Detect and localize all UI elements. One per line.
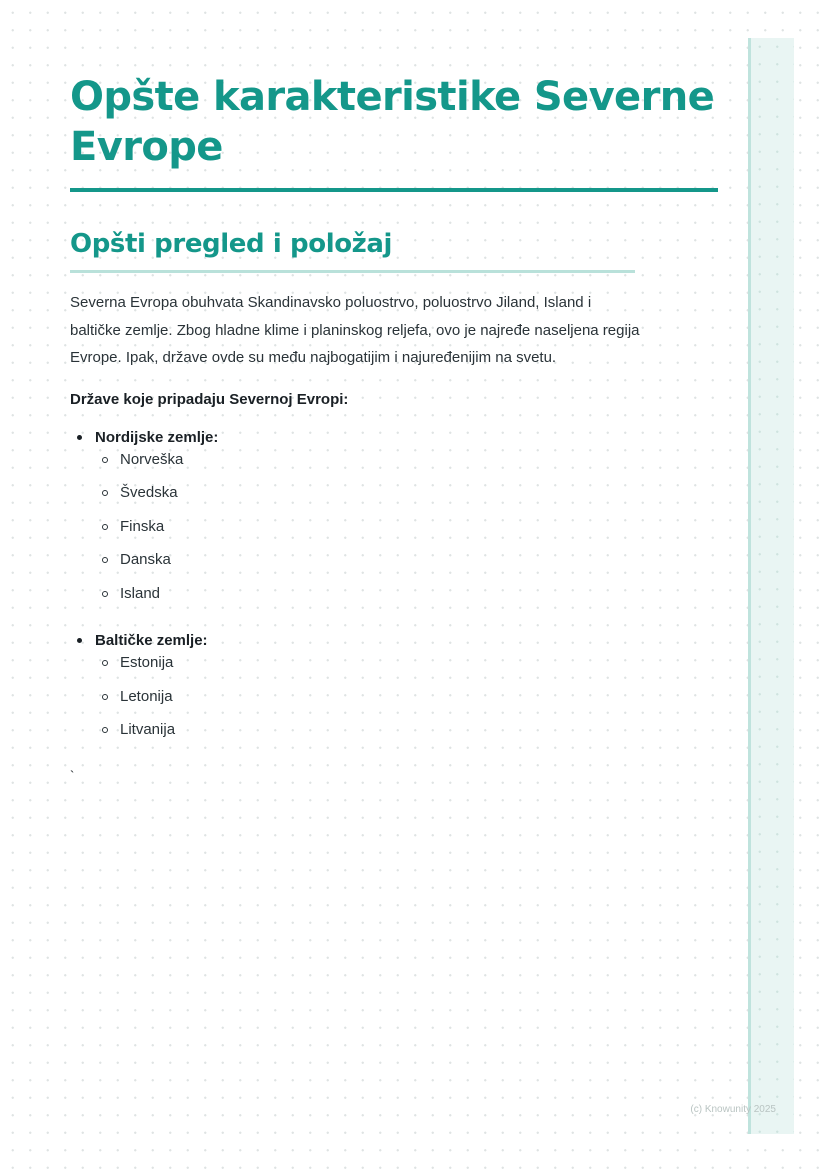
- country-name: Norveška: [120, 450, 184, 468]
- group-label: Nordijske zemlje:: [95, 428, 219, 446]
- title-divider: [70, 188, 718, 192]
- list-item: [95, 482, 720, 516]
- list-item: [95, 686, 720, 720]
- list-item: [95, 516, 720, 550]
- circle-bullet-icon: [102, 524, 108, 530]
- page-content: [70, 72, 720, 753]
- group-label: Baltičke zemlje:: [95, 632, 208, 649]
- country-name: Danska: [120, 551, 171, 568]
- bullet-icon: [77, 435, 82, 440]
- country-group-nordic: [70, 427, 720, 617]
- circle-bullet-icon: [102, 591, 108, 597]
- stray-backtick: `: [70, 768, 75, 783]
- section-divider: [70, 270, 635, 273]
- country-name: Švedska: [120, 484, 178, 501]
- list-item: [95, 652, 720, 686]
- circle-bullet-icon: [102, 557, 108, 563]
- country-name: Finska: [120, 517, 165, 535]
- margin-strip: [748, 38, 794, 1134]
- circle-bullet-icon: [102, 694, 108, 700]
- list-item: [95, 449, 720, 483]
- bullet-icon: [77, 638, 82, 643]
- circle-bullet-icon: [102, 490, 108, 496]
- country-group-baltic: [70, 630, 720, 753]
- circle-bullet-icon: [102, 727, 108, 733]
- nordic-country-list: [95, 449, 720, 617]
- page-title: Opšte karakteristike Severne Evrope: [70, 74, 715, 170]
- country-name: Estonija: [120, 654, 174, 671]
- circle-bullet-icon: [102, 457, 108, 463]
- intro-paragraph: Severna Evropa obuhvata Skandinavsko poluostrvo, poluostrvo Jiland, Island i baltičke zemlje. Zbog hladne klime i planinskog reljefa, ovo je najređe naseljena regija Evrope. Ipak, države ovde su među najbogatijim i najuređenijim na svetu.: [70, 294, 640, 366]
- list-item: [95, 549, 720, 583]
- circle-bullet-icon: [102, 660, 108, 666]
- country-name: Litvanija: [120, 721, 176, 738]
- country-name: Island: [120, 584, 161, 602]
- section-heading: Opšti pregled i položaj: [70, 229, 393, 259]
- list-item: [95, 583, 720, 617]
- copyright-watermark: (c) Knowunity 2025: [690, 1104, 776, 1115]
- baltic-country-list: [95, 652, 720, 753]
- country-name: Letonija: [120, 687, 173, 705]
- list-item: [95, 719, 720, 753]
- countries-list-heading: Države koje pripadaju Severnoj Evropi:: [70, 390, 349, 408]
